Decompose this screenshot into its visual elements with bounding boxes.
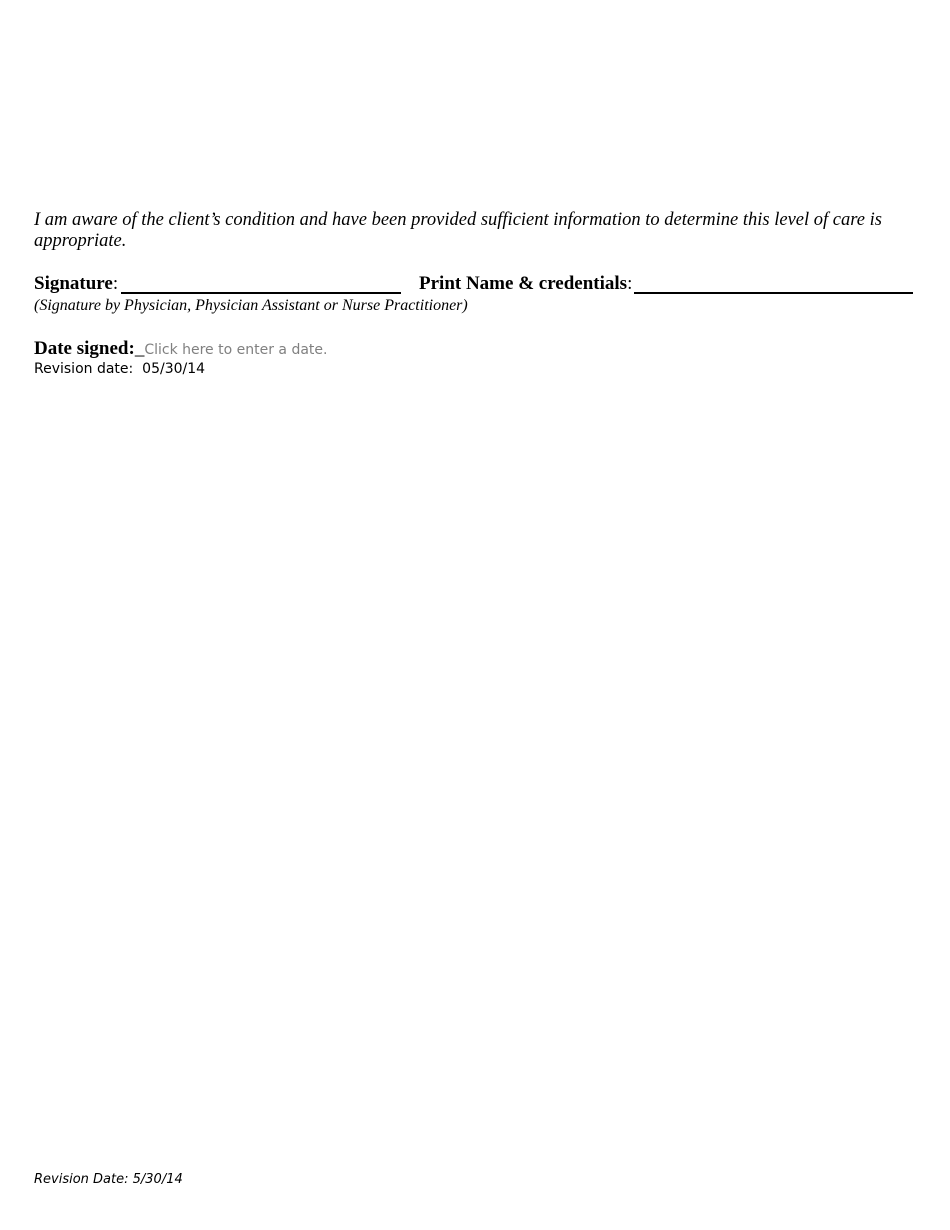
date-signed-row bbox=[34, 338, 327, 360]
print-name-label: Print Name & credentials: bbox=[419, 273, 633, 294]
signature-row bbox=[34, 273, 914, 297]
footer-revision-date: Revision Date: 5/30/14 bbox=[34, 1172, 183, 1187]
revision-date-value: 05/30/14 bbox=[142, 361, 206, 377]
signature-note: (Signature by Physician, Physician Assistant or Nurse Practitioner) bbox=[34, 297, 468, 314]
revision-date-label: Revision date: bbox=[34, 361, 143, 377]
revision-date bbox=[34, 361, 205, 377]
date-picker-placeholder[interactable]: Click here to enter a date. bbox=[144, 342, 328, 358]
signature-field[interactable] bbox=[121, 292, 401, 294]
attestation-statement: I am aware of the client’s condition and have been provided sufficient information to determine this level of care is appropriate. bbox=[34, 210, 882, 251]
print-name-field[interactable] bbox=[634, 292, 913, 294]
signature-label: Signature: bbox=[34, 273, 119, 294]
date-underscore: _ bbox=[134, 338, 145, 359]
date-signed-label: Date signed: bbox=[34, 338, 135, 359]
